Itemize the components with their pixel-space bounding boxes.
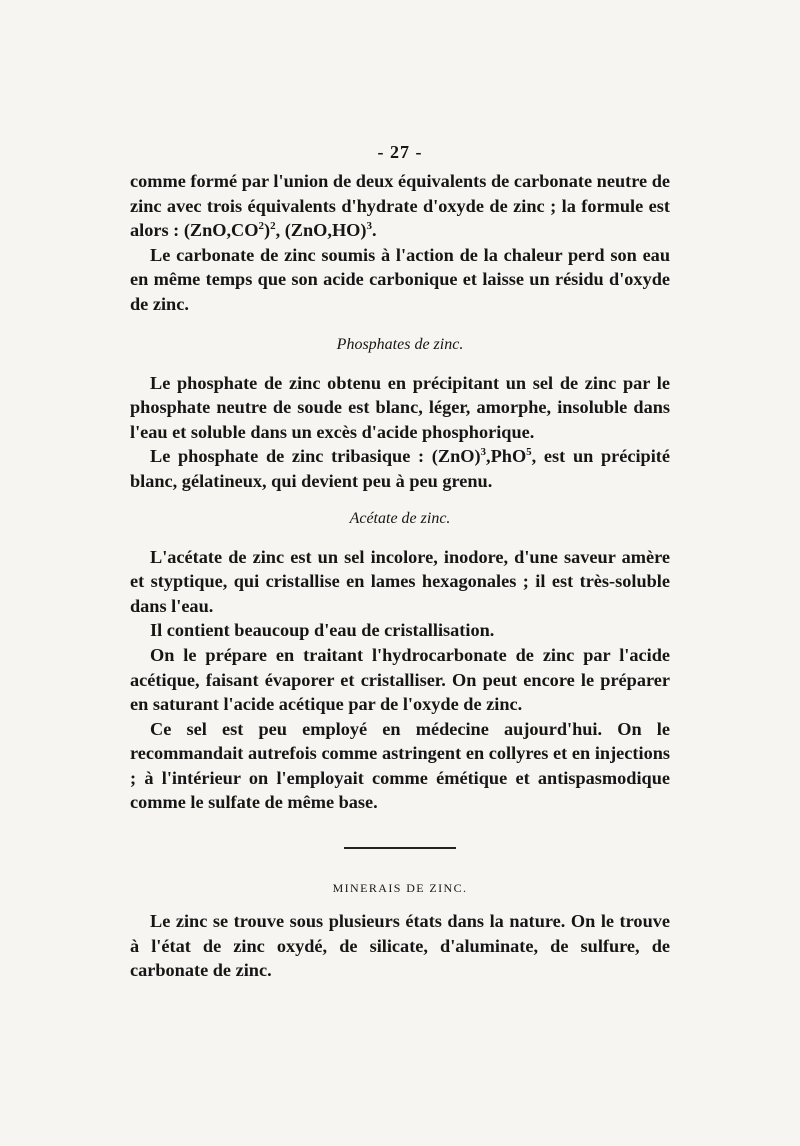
book-page: [130, 142, 670, 983]
phosphate-sup-1: 3: [480, 446, 487, 459]
formula-sup-3: 3: [366, 220, 372, 233]
paragraph-phosphate-2: [130, 444, 670, 493]
paragraph-phosphate-1: Le phosphate de zinc obtenu en précipitant un sel de zinc par le phosphate neutre de soude est blanc, léger, amorphe, insoluble dans l'eau et soluble dans un excès d'acide phosphorique.: [130, 372, 670, 442]
formula-sup-1: 2: [258, 220, 264, 233]
phosphate-formula-a: Le phosphate de zinc tribasique : (ZnO): [150, 446, 481, 467]
phosphate-sup-2: 5: [526, 446, 532, 459]
section-title-minerals: MINERAIS DE ZINC.: [332, 881, 468, 896]
section-title-acetate: Acétate de zinc.: [349, 509, 451, 527]
paragraph-carbonate-heat: Le carbonate de zinc soumis à l'action de la chaleur perd son eau en même temps que son acide carbonique et laisse un résidu d'oxyde de zinc.: [130, 244, 670, 314]
paragraph-acetate-1: L'acétate de zinc est un sel incolore, inodore, d'une saveur amère et styptique, qui cristallise en lames hexagonales ; il est très-soluble dans l'eau.: [130, 546, 670, 616]
section-title-phosphates: Phosphates de zinc.: [336, 335, 464, 353]
paragraph-acetate-4: Ce sel est peu employé en médecine aujourd'hui. On le recommandait autrefois comme astringent en collyres et en injections ; à l'intérieur on l'employait comme émétique et antispasmodique comme le sulfate de même base.: [130, 718, 670, 813]
paragraph-minerals-1: Le zinc se trouve sous plusieurs états dans la nature. On le trouve à l'état de zinc oxydé, de silicate, d'aluminate, de sulfure, de carbonate de zinc.: [130, 911, 670, 981]
phosphate-formula-b: ,PhO: [486, 446, 527, 467]
paragraph-acetate-3: On le prépare en traitant l'hydrocarbonate de zinc par l'acide acétique, faisant évaporer et cristalliser. On peut encore le préparer en saturant l'acide acétique par de l'oxyde de zinc.: [130, 644, 670, 715]
page-number: - 27 -: [377, 142, 423, 162]
formula-end: .: [372, 220, 377, 241]
formula-mid: ): [263, 220, 271, 241]
paragraph-acetate-2: Il contient beaucoup d'eau de cristallisation.: [150, 620, 495, 641]
paragraph-formula: [130, 169, 670, 243]
section-divider: [344, 847, 456, 849]
formula-mid-2: , (ZnO,HO): [275, 220, 367, 241]
phosphate-formula-c: , est un précipité blanc, gélatineux, qui devient peu à peu grenu.: [130, 446, 670, 491]
formula-sup-2: 2: [270, 220, 276, 233]
formula-text: comme formé par l'union de deux équivalents de carbonate neutre de zinc avec trois équivalents d'hydrate d'oxyde de zinc ; la formule est alors : (ZnO,CO: [130, 171, 670, 241]
